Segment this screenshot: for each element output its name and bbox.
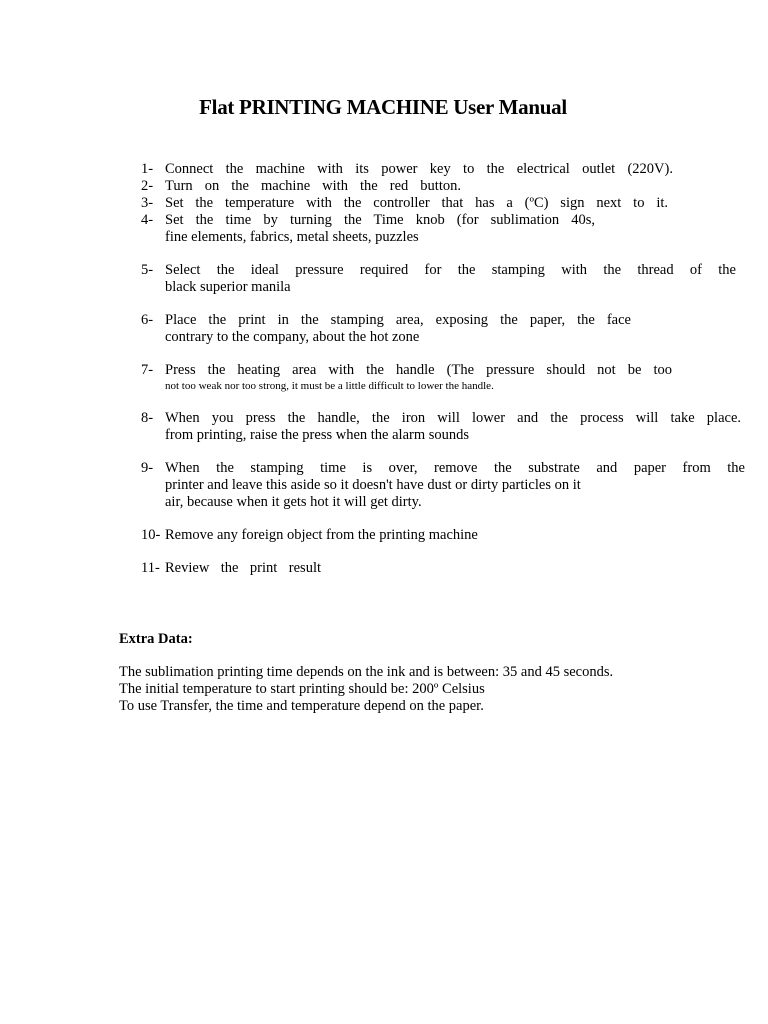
item-line: not too weak nor too strong, it must be a little difficult to lower the handle. bbox=[165, 380, 494, 392]
item-number: 1- bbox=[141, 161, 154, 177]
item-number: 9- bbox=[141, 460, 154, 476]
list-item-4 bbox=[141, 212, 741, 246]
item-text bbox=[165, 262, 741, 296]
extra-data-heading: Extra Data: bbox=[119, 631, 193, 647]
item-number: 2- bbox=[141, 178, 154, 194]
item-text bbox=[165, 527, 741, 544]
item-line: Review the print result bbox=[165, 560, 321, 576]
list-item-10 bbox=[141, 527, 741, 544]
item-line: printer and leave this aside so it doesn't have dust or dirty particles on it bbox=[165, 477, 581, 493]
item-line: Turn on the machine with the red button. bbox=[165, 178, 461, 194]
list-item-2 bbox=[141, 178, 741, 195]
item-number: 3- bbox=[141, 195, 154, 211]
list-item-9 bbox=[141, 460, 745, 511]
item-text bbox=[165, 178, 741, 195]
item-text bbox=[165, 161, 741, 178]
item-line: Set the time by turning the Time knob (for sublimation 40s, bbox=[165, 212, 595, 228]
item-line: When the stamping time is over, remove the substrate and paper from the bbox=[165, 460, 745, 476]
item-number: 7- bbox=[141, 362, 154, 378]
extra-data-line: The sublimation printing time depends on the ink and is between: 35 and 45 seconds. bbox=[119, 664, 614, 680]
item-line: Place the print in the stamping area, exposing the paper, the face bbox=[165, 312, 631, 328]
item-text bbox=[165, 362, 741, 393]
item-text bbox=[165, 560, 741, 577]
item-line: Press the heating area with the handle (The pressure should not be too bbox=[165, 362, 672, 378]
list-item-11 bbox=[141, 560, 741, 577]
item-number: 5- bbox=[141, 262, 154, 278]
item-number: 4- bbox=[141, 212, 154, 228]
item-number: 6- bbox=[141, 312, 154, 328]
item-text bbox=[165, 212, 741, 246]
item-number: 8- bbox=[141, 410, 154, 426]
extra-data-line: The initial temperature to start printing should be: 200º Celsius bbox=[119, 681, 485, 697]
item-line: Select the ideal pressure required for the stamping with the thread of the bbox=[165, 262, 736, 278]
extra-data-line: To use Transfer, the time and temperature depend on the paper. bbox=[119, 698, 484, 714]
item-text bbox=[165, 410, 741, 444]
item-text bbox=[165, 312, 741, 346]
item-text bbox=[165, 460, 745, 511]
list-item-8 bbox=[141, 410, 741, 444]
item-line: contrary to the company, about the hot zone bbox=[165, 329, 420, 345]
list-item-1 bbox=[141, 161, 741, 178]
instruction-list bbox=[141, 161, 745, 577]
item-line: fine elements, fabrics, metal sheets, puzzles bbox=[165, 229, 419, 245]
item-line: Remove any foreign object from the printing machine bbox=[165, 527, 478, 543]
item-text bbox=[165, 195, 741, 212]
item-line: Connect the machine with its power key to the electrical outlet (220V). bbox=[165, 161, 673, 177]
item-line: Set the temperature with the controller that has a (ºC) sign next to it. bbox=[165, 195, 668, 211]
list-item-3 bbox=[141, 195, 741, 212]
list-item-6 bbox=[141, 312, 741, 346]
item-line: from printing, raise the press when the alarm sounds bbox=[165, 427, 470, 443]
item-number: 11- bbox=[141, 560, 160, 576]
page-title: Flat PRINTING MACHINE User Manual bbox=[199, 95, 567, 119]
list-item-5 bbox=[141, 262, 741, 296]
item-line: black superior manila bbox=[165, 279, 291, 295]
item-line: When you press the handle, the iron will lower and the process will take place. bbox=[165, 410, 741, 426]
item-number: 10- bbox=[141, 527, 161, 543]
list-item-7 bbox=[141, 362, 741, 393]
item-line: air, because when it gets hot it will get dirty. bbox=[165, 494, 422, 510]
extra-data-section bbox=[119, 631, 613, 715]
